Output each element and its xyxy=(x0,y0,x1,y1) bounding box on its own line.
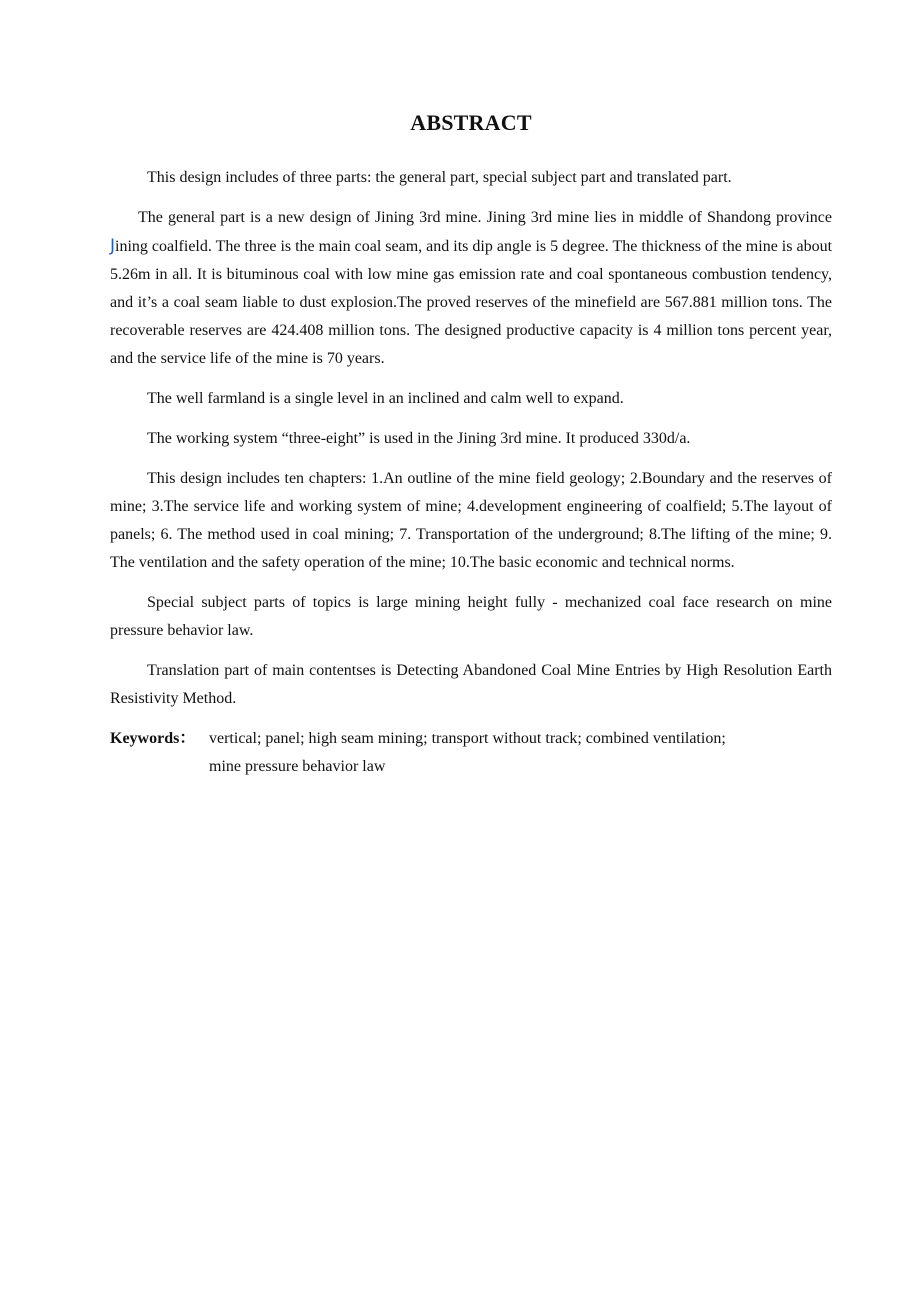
keywords-label: Keywords： xyxy=(110,730,196,747)
keywords-block xyxy=(110,725,832,781)
highlighted-j-letter: J xyxy=(110,236,116,256)
keywords-line-2: mine pressure behavior law xyxy=(209,758,386,775)
general-text-rest: ining coalfield. The three is the main coal seam, and its dip angle is 5 degree. The thickness of the mine is about 5.26m in all. It is bituminous coal with low mine gas emission rate and coal spontaneous combustion tendency, and it’s a coal seam liable to dust explosion.The proved reserves of the minefield are 567.881 million tons. The recoverable reserves are 424.408 million tons. The designed productive capacity is 4 million tons percent year, and the service life of the mine is 70 years. xyxy=(110,238,833,367)
abstract-title: ABSTRACT xyxy=(410,110,532,135)
translation-paragraph: Translation part of main contentses is Detecting Abandoned Coal Mine Entries by High Resolution Earth Resistivity Method. xyxy=(110,662,832,707)
keywords-list xyxy=(209,725,832,781)
farmland-paragraph: The well farmland is a single level in an inclined and calm well to expand. xyxy=(147,390,624,407)
chapters-paragraph: This design includes ten chapters: 1.An outline of the mine field geology; 2.Boundary and the reserves of mine; 3.The service life and working system of mine; 4.development engineering of coalfield; 5.The layout of panels; 6. The method used in coal mining; 7. Transportation of the underground; 8.The lifting of the mine; 9. The ventilation and the safety operation of the mine; 10.The basic economic and technical norms. xyxy=(110,470,832,571)
general-part-paragraph xyxy=(110,204,832,373)
general-text-start: The general part is a new design of Jining 3rd mine. Jining 3rd mine lies in middle of Shandong province xyxy=(138,209,832,226)
working-system-paragraph: The working system “three-eight” is used in the Jining 3rd mine. It produced 330d/a. xyxy=(147,430,691,447)
special-subject-paragraph: Special subject parts of topics is large mining height fully - mechanized coal face research on mine pressure behavior law. xyxy=(110,594,832,639)
keywords-line-1: vertical; panel; high seam mining; transport without track; combined ventilation; xyxy=(209,730,726,747)
abstract-section xyxy=(110,108,832,781)
intro-paragraph: This design includes of three parts: the general part, special subject part and translated part. xyxy=(147,169,732,186)
